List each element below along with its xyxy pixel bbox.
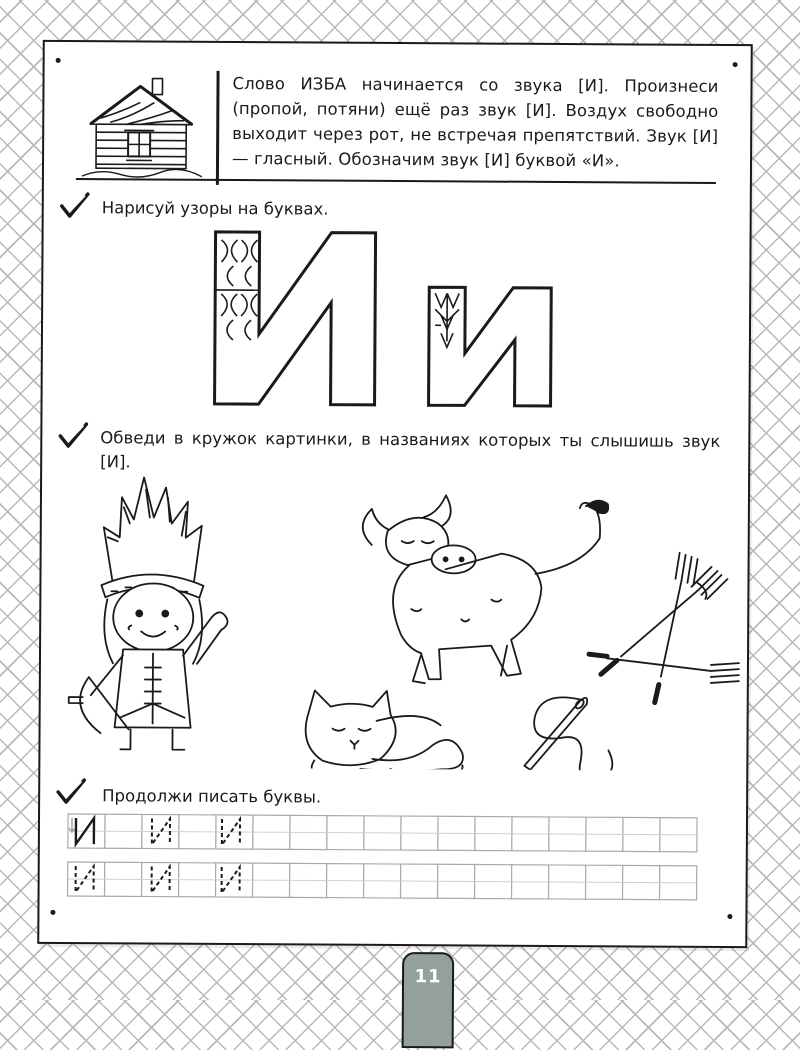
- task-write-text: Продолжи писать буквы.: [102, 786, 322, 807]
- worksheet: [37, 40, 753, 988]
- pictures-area: [60, 467, 742, 771]
- corner-dot: [727, 914, 732, 919]
- page-number: 11: [402, 952, 455, 1048]
- writing-grid[interactable]: [64, 810, 701, 904]
- checkmark-icon: [56, 420, 90, 450]
- writing-row[interactable]: [68, 862, 697, 900]
- corner-dot: [50, 910, 55, 915]
- task-patterns-text: Нарисуй узоры на буквах.: [101, 198, 329, 219]
- task-write: [102, 784, 702, 812]
- cat-picture[interactable]: [305, 690, 463, 771]
- corner-dot: [733, 62, 738, 67]
- divider-horizontal: [76, 178, 716, 184]
- needle-picture[interactable]: [524, 697, 613, 771]
- bull-picture[interactable]: [362, 495, 608, 684]
- writing-row[interactable]: [68, 814, 697, 852]
- forks-picture[interactable]: [589, 552, 740, 703]
- checkmark-icon: [54, 776, 88, 806]
- hut-illustration: [80, 72, 205, 181]
- outline-letters: [210, 228, 576, 415]
- intro-text: Слово ИЗБА начинается со звука [И]. Произнеси (пропой, потяни) ещё раз звук [И]. Воздух свободно выходит через рот, не встречая препятствий. Звук [И] — гласный. Обозначим звук [И] буквой «И».: [231, 73, 719, 171]
- task-patterns: [102, 196, 702, 224]
- divider-vertical: [216, 71, 220, 185]
- corner-dot: [56, 58, 61, 63]
- task-circle-text: Обведи в кружок картинки, в названиях которых ты слышишь звук [И].: [100, 428, 721, 472]
- intro-block: [72, 70, 725, 188]
- indian-boy-picture[interactable]: [68, 477, 228, 750]
- checkmark-icon: [58, 190, 92, 220]
- letter-upper-outline: [215, 232, 376, 405]
